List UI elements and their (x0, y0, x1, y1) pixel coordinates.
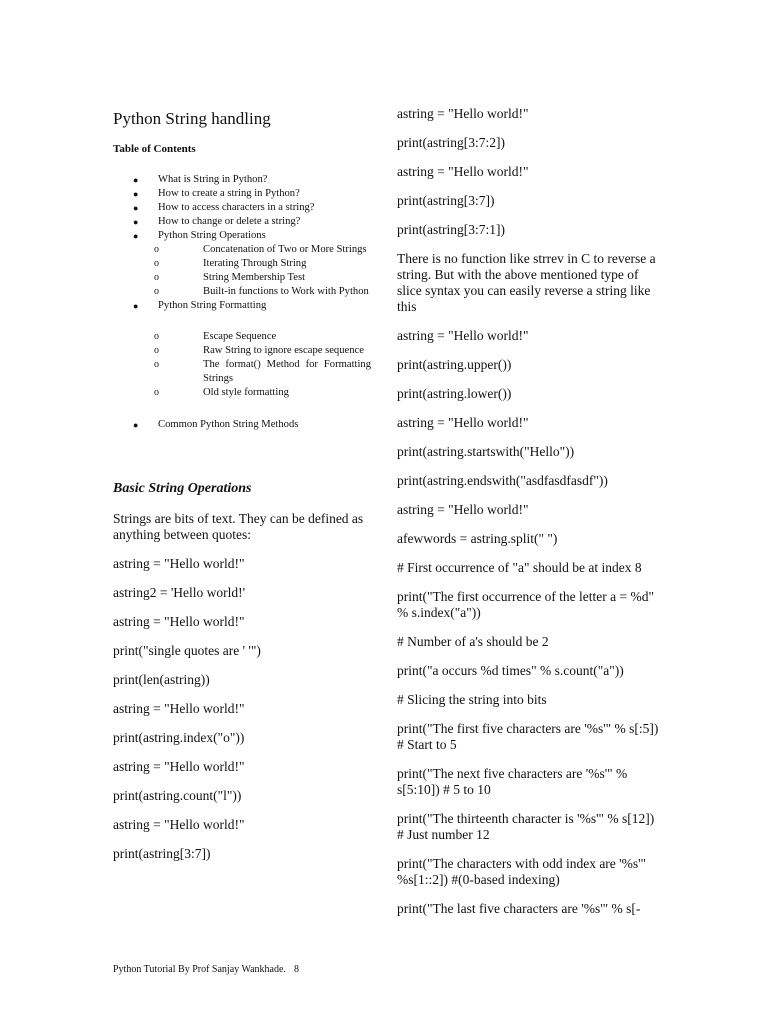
code-line: astring = "Hello world!" (397, 415, 529, 430)
toc-item[interactable]: ● Common Python String Methods (133, 419, 299, 430)
code-line: print(astring.index("o")) (113, 730, 245, 745)
toc-subitem[interactable]: o Escape Sequence (154, 331, 277, 342)
body-paragraph: There is no function like strrev in C to reverse a string. But with the above mentioned type of slice syntax you can easily reverse a string like this (397, 251, 656, 314)
code-line: print(len(astring)) (113, 672, 210, 687)
code-line: astring = "Hello world!" (397, 106, 529, 121)
code-comment: # Number of a's should be 2 (397, 634, 549, 649)
toc-subitem[interactable]: o Old style formatting (154, 387, 289, 398)
code-line: print("The next five characters are '%s'" % s[5:10]) # 5 to 10 (397, 766, 628, 797)
right-column (397, 106, 659, 930)
code-line: print(astring.startswith("Hello")) (397, 444, 575, 459)
toc-subitem[interactable]: o Raw String to ignore escape sequence (154, 345, 364, 356)
code-line: astring = "Hello world!" (113, 556, 245, 571)
toc-subitem[interactable]: o The format() Method for Formatting Strings (154, 359, 371, 384)
bullet-icon: ● (133, 203, 139, 213)
code-line: print(astring[3:7:1]) (397, 222, 505, 237)
page-title: Python String handling (113, 109, 271, 128)
code-line: print("a occurs %d times" % s.count("a")) (397, 663, 624, 678)
bullet-icon: ● (133, 217, 139, 227)
circle-bullet-icon: o (154, 345, 159, 356)
circle-bullet-icon: o (154, 272, 159, 283)
code-line: print(astring[3:7]) (113, 846, 211, 861)
toc-item[interactable]: ● How to change or delete a string? (133, 216, 301, 227)
code-line: astring = "Hello world!" (397, 328, 529, 343)
code-comment: # First occurrence of "a" should be at index 8 (397, 560, 642, 575)
code-line: print(astring[3:7]) (397, 193, 495, 208)
code-line: astring = "Hello world!" (113, 817, 245, 832)
page-number: 8 (294, 964, 299, 975)
code-line: astring = "Hello world!" (397, 502, 529, 517)
bullet-icon: ● (133, 420, 139, 430)
toc-item[interactable]: ● How to access characters in a string? (133, 202, 315, 213)
toc-item[interactable]: ● How to create a string in Python? (133, 188, 300, 199)
body-paragraph: Strings are bits of text. They can be defined as anything between quotes: (113, 511, 364, 542)
code-line: astring = "Hello world!" (113, 614, 245, 629)
circle-bullet-icon: o (154, 244, 159, 255)
toc-item[interactable]: ● Python String Operations (133, 230, 266, 241)
toc-subitem[interactable]: o String Membership Test (154, 272, 306, 283)
toc-item[interactable]: ● What is String in Python? (133, 174, 268, 185)
circle-bullet-icon: o (154, 258, 159, 269)
toc-heading: Table of Contents (113, 143, 196, 155)
bullet-icon: ● (133, 189, 139, 199)
code-line: astring = "Hello world!" (397, 164, 529, 179)
code-line: print("The last five characters are '%s'" % s[- (397, 901, 641, 916)
bullet-icon: ● (133, 175, 139, 185)
circle-bullet-icon: o (154, 387, 159, 398)
toc-item[interactable]: ● Python String Formatting (133, 300, 267, 311)
code-comment: # Slicing the string into bits (397, 692, 547, 707)
code-line: astring = "Hello world!" (113, 701, 245, 716)
circle-bullet-icon: o (154, 286, 159, 297)
code-line: print(astring.count("l")) (113, 788, 242, 803)
toc-subitem[interactable]: o Iterating Through String (154, 258, 307, 269)
page-footer: Python Tutorial By Prof Sanjay Wankhade. (113, 964, 286, 975)
table-of-contents (113, 173, 371, 432)
code-line: print("The first occurrence of the letter a = %d" % s.index("a")) (397, 589, 655, 620)
code-line: print("The thirteenth character is '%s'" % s[12]) # Just number 12 (397, 811, 655, 842)
section-heading: Basic String Operations (113, 481, 252, 496)
bullet-icon: ● (133, 231, 139, 241)
code-line: print(astring.endswith("asdfasdfasdf")) (397, 473, 608, 488)
left-column (113, 106, 371, 862)
code-line: print(astring.lower()) (397, 386, 512, 401)
code-line: print(astring[3:7:2]) (397, 135, 505, 150)
code-line: print("The first five characters are '%s'" % s[:5]) # Start to 5 (397, 721, 659, 752)
circle-bullet-icon: o (154, 359, 159, 370)
code-line: afewwords = astring.split(" ") (397, 531, 558, 546)
circle-bullet-icon: o (154, 331, 159, 342)
toc-subitem[interactable]: o Concatenation of Two or More Strings (154, 244, 367, 255)
left-body (113, 511, 371, 862)
code-line: print("single quotes are ' '") (113, 643, 261, 658)
code-line: astring = "Hello world!" (113, 759, 245, 774)
code-line: astring2 = 'Hello world!' (113, 585, 246, 600)
code-line: print("The characters with odd index are '%s'" %s[1::2]) #(0-based indexing) (397, 856, 647, 887)
toc-subitem[interactable]: o Built-in functions to Work with Python (154, 286, 369, 297)
code-line: print(astring.upper()) (397, 357, 512, 372)
bullet-icon: ● (133, 301, 139, 311)
